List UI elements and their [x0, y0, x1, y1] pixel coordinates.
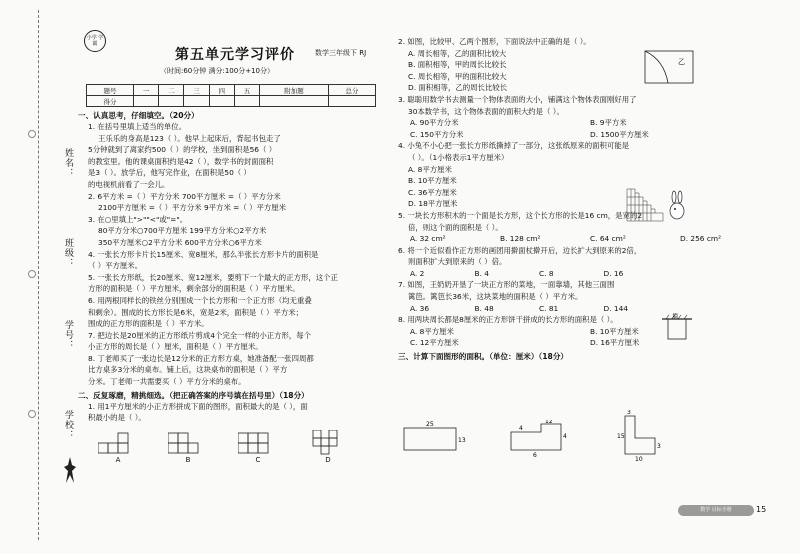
score-cell[interactable]: [209, 96, 234, 107]
option-text[interactable]: B. 10平方厘米: [590, 326, 639, 336]
option-text[interactable]: A. 90平方分米: [410, 118, 459, 128]
dimension-label: 6: [533, 452, 537, 458]
option-text[interactable]: B. 128 cm²: [500, 234, 541, 244]
question-text: 350平方厘米○2平方分米 600平方分米○6平方米: [98, 237, 262, 247]
page-title: 第五单元学习评价: [175, 47, 295, 63]
grid-shape-a: [98, 430, 138, 456]
question-text: （ ）平方厘米。: [88, 261, 143, 271]
school-label: 学校：: [63, 410, 73, 440]
question-text: （ ）。（1小格表示1平方厘米）: [408, 152, 509, 162]
dimension-label: 3: [657, 443, 661, 450]
question-text: 5. 一块长方形积木的一个面是长方形，这个长方形的长是16 cm，是宽的2: [398, 210, 643, 220]
composite-area-figure: [505, 420, 585, 458]
student-no-label: 学号：: [63, 320, 73, 350]
binding-hole: [28, 130, 36, 138]
dimension-label: 3: [627, 410, 631, 416]
option-row: [398, 129, 770, 141]
option-text[interactable]: D. 144: [603, 303, 628, 313]
question-text: 倍，则这个面的面积是（ ）。: [408, 222, 503, 232]
brand-logo: 小学 学霸: [84, 30, 106, 52]
page-number: 15: [756, 505, 767, 514]
question-text: 王乐乐的身高是123（ ）。他早上起床后，背起书包走了: [98, 133, 281, 143]
shape-option[interactable]: [98, 430, 138, 464]
option-text[interactable]: B. 10平方厘米: [408, 176, 457, 186]
option-text[interactable]: D. 16: [603, 268, 624, 278]
question-text: 则面积扩大到原来的（ ）倍。: [408, 257, 507, 267]
score-cell[interactable]: [134, 96, 159, 107]
question-text: 篱笆。篱笆长36米，这块菜地的面积是（ ）平方米。: [408, 292, 583, 302]
option-row: [398, 233, 770, 245]
question-text: 1. 用1平方厘米的小正方形拼成下面的图形，面积最大的是（ ），面: [88, 401, 308, 411]
question-text: 4. 一张长方形卡片长15厘米、宽8厘米，那么半张长方形卡片的面积是: [88, 249, 319, 259]
shape-option[interactable]: [308, 430, 348, 464]
option-text[interactable]: C. 81: [539, 303, 559, 313]
question-text: 5分钟就到了离家约500（ ）的学校，坐到面积是56（ ）: [88, 145, 277, 155]
score-header: 总分: [328, 85, 375, 96]
option-text[interactable]: B. 4: [474, 268, 489, 278]
shape-option[interactable]: [238, 430, 278, 464]
option-text[interactable]: A. 8平方厘米: [408, 164, 452, 174]
question-text: 4. 小兔不小心把一张长方形纸撕掉了一部分，这张纸原来的面积可能是: [398, 141, 630, 151]
option-text[interactable]: C. 12平方厘米: [410, 338, 459, 348]
grid-shape-d: [308, 430, 348, 456]
score-header: 一: [134, 85, 159, 96]
class-label: 班级：: [63, 238, 73, 268]
question-text: 2100平方厘米 =（ ）平方分米 9平方米 =（ ）平方厘米: [98, 203, 287, 213]
question-text: 比方桌多3分米的桌布。铺上后，这块桌布的面积是（ ）平方: [88, 365, 288, 375]
subject-label: 数学三年级下 RJ: [315, 49, 367, 57]
section-1-title: 一、认真思考，仔细填空。（20分）: [78, 111, 199, 120]
wall-garden-figure: [660, 313, 694, 343]
choice-label: A: [115, 455, 121, 464]
dimension-label: 13: [458, 437, 466, 444]
question-text: 3. 在○里填上">""<"或"="。: [88, 214, 188, 224]
question-text: 7. 把边长是20厘米的正方形纸片剪成4个完全一样的小正方形，每个: [88, 330, 312, 340]
binding-hole: [28, 410, 36, 418]
score-header: 附加题: [260, 85, 329, 96]
thumbs-icon: [62, 455, 78, 485]
option-text[interactable]: C. 64 cm²: [590, 234, 626, 244]
option-text[interactable]: D. 256 cm²: [680, 234, 722, 244]
question-text: 1. 在括号里填上适当的单位。: [88, 122, 187, 131]
left-column: [78, 110, 378, 464]
choice-label: C: [255, 455, 261, 464]
name-label: 姓名：: [63, 148, 73, 178]
option-text[interactable]: D. 18平方厘米: [408, 199, 458, 209]
torn-grid-figure: [625, 185, 695, 225]
section-3-title: 三、计算下面图形的面积。（单位：厘米）（18分）: [398, 352, 569, 362]
option-row: [398, 117, 770, 129]
score-cell[interactable]: [328, 96, 375, 107]
right-column: [398, 36, 770, 362]
exam-meta: （时间:60分钟 满分:100分+10分）: [160, 67, 274, 75]
binding-hole: [28, 270, 36, 278]
score-header: 二: [159, 85, 184, 96]
question-text: 2. 如图，比较甲、乙两个图形，下面说法中正确的是（ ）。: [398, 37, 591, 46]
question-text: 7. 如图，王奶奶开垦了一块正方形的菜地，一面靠墙，其他三面围: [398, 280, 615, 290]
question-text: 8. 用两块周长都是8厘米的正方形饼干拼成的长方形的面积是（ ）。: [398, 315, 618, 325]
dimension-label: 15: [617, 433, 625, 440]
score-table: [86, 84, 376, 107]
question-text: 小正方形的周长是（ ）厘米，面积是（ ）平方厘米。: [88, 342, 263, 352]
question-text: 80平方分米○700平方厘米 199平方分米○2平方米: [98, 226, 267, 236]
option-text[interactable]: C. 36平方厘米: [408, 187, 457, 197]
option-text[interactable]: B. 48: [474, 303, 494, 313]
dimension-label: 10: [635, 456, 643, 462]
cut-line: [38, 10, 39, 540]
choice-label: B: [185, 455, 191, 464]
compare-figure: [644, 50, 694, 84]
option-row: [398, 303, 668, 315]
option-text: C. 周长相等，甲的面积比较大: [408, 71, 507, 81]
score-cell[interactable]: [184, 96, 209, 107]
score-header: 四: [209, 85, 234, 96]
choice-label: D: [325, 455, 331, 464]
question-text: 围成的正方形的面积是（ ）平方米。: [88, 319, 209, 329]
question-text: 30本数学书，这个物体表面的面积大约是（ ）。: [408, 106, 564, 116]
question-text: 的教室里。他的课桌面积约是42（ ），数学书的封面面积: [88, 156, 274, 166]
question-text: 8. 丁老师买了一张边长是12分米的正方形方桌，她准备配一张四周都: [88, 353, 314, 363]
shape-option[interactable]: [168, 430, 208, 464]
question-text: 6. 将一个近似看作正方形的画团用擀面杖擀开后，边长扩大到原来的2倍，: [398, 245, 642, 255]
score-row-label: 得分: [87, 96, 134, 107]
question-text: 积最小的是（ ）。: [88, 413, 146, 423]
score-cell[interactable]: [260, 96, 329, 107]
question-text: 方形的面积是（ ）平方厘米，剩余部分的面积是（ ）平方厘米。: [88, 284, 300, 294]
dimension-label: 25: [426, 421, 434, 428]
figure-label: 乙: [678, 58, 685, 66]
question-text: 2. 6平方米 =（ ）平方分米 700平方厘米 =（ ）平方分米: [88, 191, 281, 201]
option-row: [398, 337, 770, 349]
option-text: D. 面积相等，乙的周长比较长: [408, 83, 508, 93]
dimension-label: 4: [563, 433, 567, 440]
score-header: 五: [234, 85, 259, 96]
shape-choices: [78, 430, 378, 464]
option-text[interactable]: D. 1500平方厘米: [590, 129, 649, 139]
question-text: 3. 聪聪用数学书去测量一个物体表面的大小，铺满这个物体表面刚好用了: [398, 94, 637, 104]
question-text: 是3（ ）。放学后，他写完作业，在面积是50（ ）: [88, 168, 251, 178]
question-text: 和剩余）。围成的长方形长是6米，宽是2米，面积是（ ）平方米；: [88, 307, 303, 317]
dimension-label: 12: [545, 420, 553, 425]
section-2-title: 二、反复琢磨，精挑细选。（把正确答案的序号填在括号里）（18分）: [78, 390, 309, 400]
option-row: [398, 268, 668, 280]
option-text[interactable]: D. 16平方厘米: [590, 338, 640, 348]
option-text[interactable]: B. 9平方米: [590, 118, 627, 128]
option-text: B. 面积相等，甲的周长比较长: [408, 60, 507, 70]
option-text[interactable]: A. 2: [410, 268, 425, 278]
question-text: 分米。丁老师一共需要买（ ）平方分米的桌布。: [88, 377, 246, 387]
score-cell[interactable]: [159, 96, 184, 107]
rabbit-icon: [670, 191, 684, 219]
footer-badge: 数学 目标手册: [678, 505, 754, 516]
option-text[interactable]: C. 150平方分米: [410, 129, 464, 139]
question-text: 5. 一张长方形纸，长20厘米、宽12厘米，要剪下一个最大的正方形，这个正: [88, 272, 338, 282]
wall-label: 墙: [672, 313, 679, 320]
binding-margin: [0, 0, 73, 554]
grid-shape-c: [238, 430, 278, 456]
grid-shape-b: [168, 430, 208, 456]
dimension-label: 4: [519, 425, 523, 432]
option-row: [398, 326, 770, 338]
question-text: 6. 用两根同样长的铁丝分别围成一个长方形和一个正方形（均无重叠: [88, 295, 312, 305]
l-shape-area-figure: [615, 410, 675, 462]
rect-area-figure: [400, 420, 470, 452]
option-text[interactable]: A. 8平方厘米: [410, 326, 454, 336]
question-text: 的电视机前看了一会儿。: [88, 179, 170, 189]
score-cell[interactable]: [234, 96, 259, 107]
score-header: 三: [184, 85, 209, 96]
option-text[interactable]: A. 32 cm²: [410, 234, 446, 244]
option-text[interactable]: C. 8: [539, 268, 554, 278]
option-text: A. 周长相等，乙的面积比较大: [408, 48, 507, 58]
option-text[interactable]: A. 36: [410, 303, 430, 313]
score-header: 题号: [87, 85, 134, 96]
